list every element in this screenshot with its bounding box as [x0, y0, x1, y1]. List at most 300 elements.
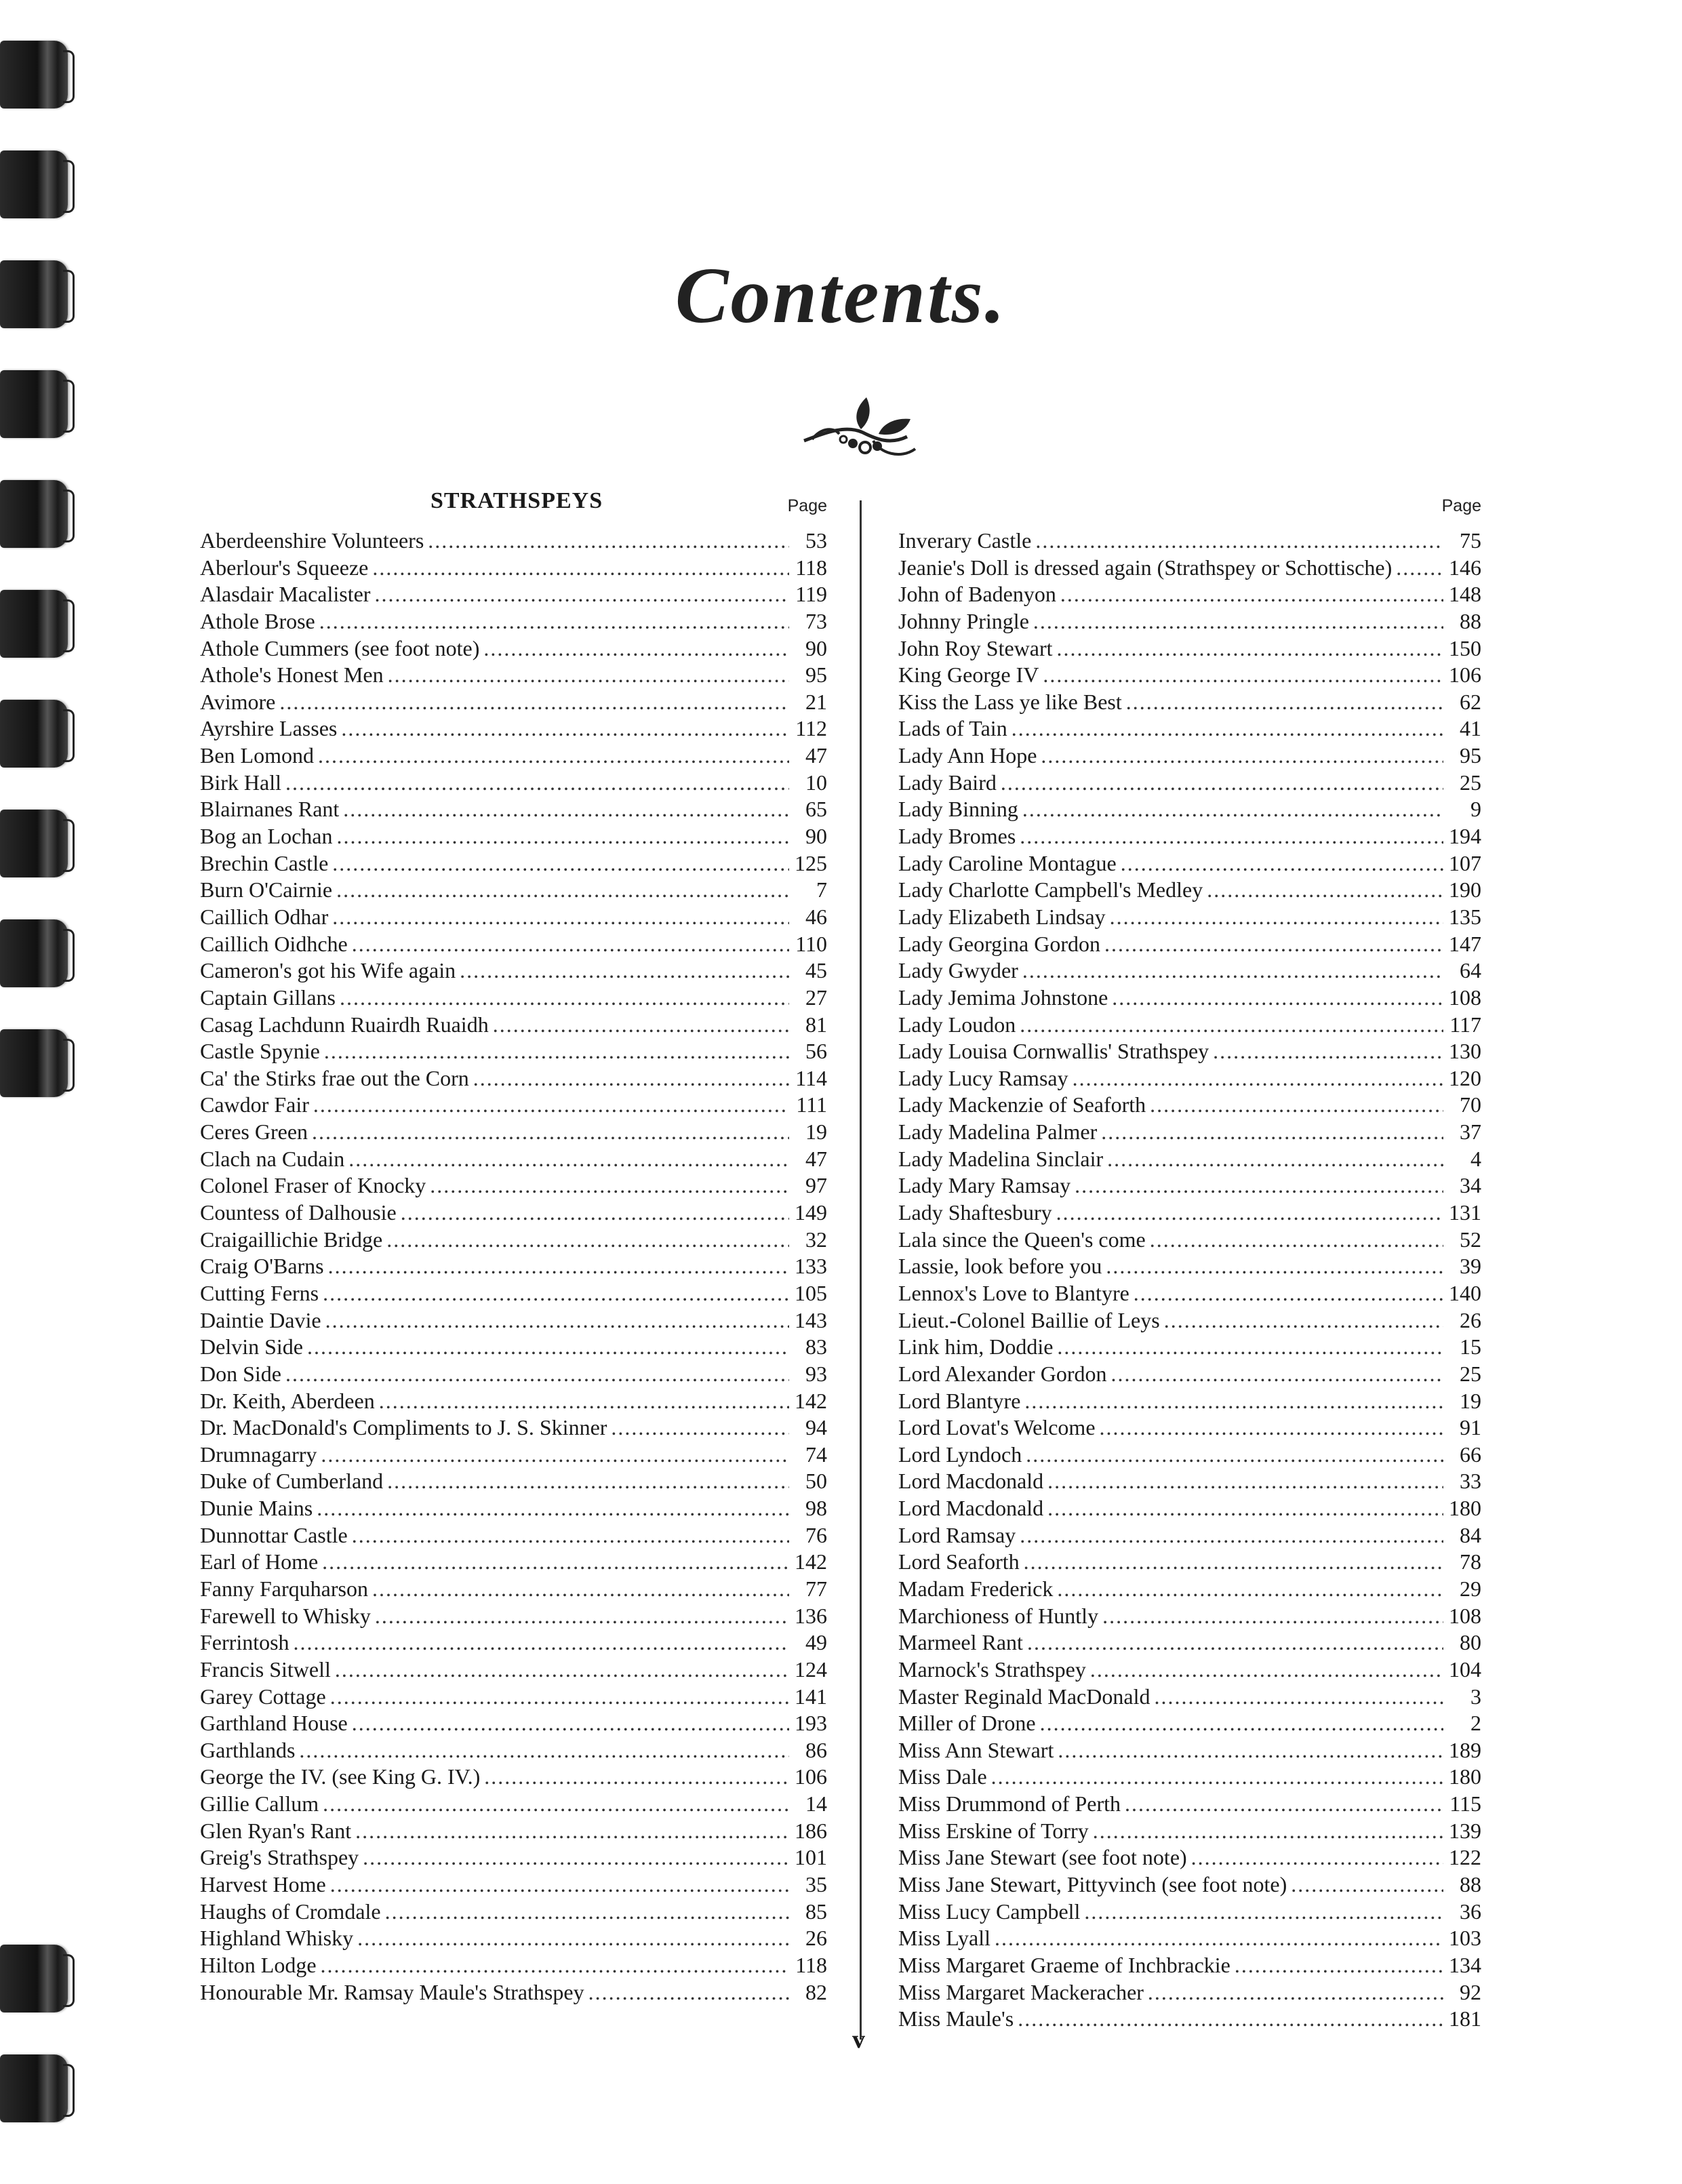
entry-title: Lady Loudon: [898, 1012, 1016, 1037]
entry-page-number: 147: [1449, 931, 1481, 956]
entry-page-number: 133: [795, 1254, 827, 1279]
dot-leader: [1110, 904, 1443, 931]
dot-leader: [372, 1576, 789, 1603]
dot-leader: [1125, 1791, 1443, 1818]
binding-ring-icon: [0, 590, 68, 658]
dot-leader: [1148, 1979, 1443, 2006]
contents-entry: [898, 1388, 1481, 1415]
entry-title: Lady Mackenzie of Seaforth: [898, 1092, 1146, 1117]
contents-entry: [898, 1576, 1481, 1603]
contents-entry: [898, 608, 1481, 635]
entry-page-number: 186: [795, 1818, 827, 1843]
entry-title: Link him, Doddie: [898, 1334, 1054, 1359]
contents-entry: [200, 1952, 827, 1979]
contents-entry: [200, 608, 827, 635]
entry-title: Delvin Side: [200, 1334, 303, 1359]
dot-leader: [1012, 715, 1443, 742]
contents-entry: [200, 689, 827, 716]
binding-ring-icon: [0, 41, 68, 108]
dot-leader: [1150, 1227, 1443, 1254]
entry-page-number: 7: [816, 877, 827, 902]
contents-entry: [898, 1468, 1481, 1495]
dot-leader: [1107, 1146, 1443, 1173]
contents-entry: [200, 823, 827, 850]
entry-page-number: 35: [805, 1872, 827, 1897]
entry-page-number: 33: [1460, 1469, 1481, 1494]
entry-page-number: 117: [1449, 1012, 1481, 1037]
entry-page-number: 78: [1460, 1549, 1481, 1574]
contents-entry: [898, 528, 1481, 555]
entry-page-number: 14: [805, 1791, 827, 1816]
entry-page-number: 88: [1460, 608, 1481, 633]
dot-leader: [1024, 1388, 1443, 1415]
entry-title: Lady Binning: [898, 797, 1018, 822]
dot-leader: [321, 1442, 789, 1469]
entry-title: Lord Blantyre: [898, 1388, 1021, 1413]
contents-entry: [200, 1549, 827, 1576]
contents-entry: [200, 662, 827, 689]
dot-leader: [401, 1199, 789, 1227]
contents-entry: [898, 1710, 1481, 1737]
entry-title: Lady Elizabeth Lindsay: [898, 904, 1106, 929]
entry-title: Lady Jemima Johnstone: [898, 985, 1108, 1010]
right-entries-list: [898, 528, 1481, 2033]
entry-page-number: 45: [805, 958, 827, 983]
contents-entry: [898, 2006, 1481, 2033]
entry-title: Blairnanes Rant: [200, 797, 340, 822]
entry-page-number: 131: [1449, 1200, 1481, 1225]
contents-entry: [200, 904, 827, 931]
entry-title: Ferrintosh: [200, 1630, 289, 1655]
dot-leader: [1213, 1038, 1443, 1065]
entry-title: Lady Charlotte Campbell's Medley: [898, 877, 1203, 902]
contents-entry: [898, 1979, 1481, 2006]
contents-right-column: [898, 487, 1481, 2033]
contents-entry: [200, 1925, 827, 1952]
dot-leader: [1084, 1899, 1443, 1926]
contents-entry: [898, 985, 1481, 1012]
dot-leader: [1191, 1844, 1443, 1871]
dot-leader: [1126, 689, 1443, 716]
dot-leader: [1056, 1199, 1443, 1227]
dot-leader: [341, 715, 789, 742]
contents-entry: [898, 1684, 1481, 1711]
dot-leader: [330, 1871, 789, 1899]
entry-page-number: 130: [1449, 1039, 1481, 1064]
dot-leader: [1104, 931, 1443, 958]
dot-leader: [1047, 1468, 1443, 1495]
dot-leader: [430, 1172, 789, 1199]
dot-leader: [995, 1925, 1443, 1952]
dot-leader: [336, 877, 789, 904]
page-title: Contents.: [675, 251, 1007, 340]
contents-entry: [898, 1764, 1481, 1791]
dot-leader: [1041, 742, 1443, 770]
dot-leader: [1022, 796, 1443, 823]
dot-leader: [352, 931, 789, 958]
contents-entry: [898, 1414, 1481, 1442]
entry-title: Lady Baird: [898, 770, 997, 795]
contents-entry: [898, 1818, 1481, 1845]
contents-entry: [200, 1334, 827, 1361]
entry-page-number: 50: [805, 1469, 827, 1494]
contents-entry: [898, 1065, 1481, 1092]
dot-leader: [1057, 1334, 1443, 1361]
entry-title: Birk Hall: [200, 770, 281, 795]
dot-leader: [330, 1684, 789, 1711]
page-number: v: [852, 2025, 865, 2054]
entry-title: Garthland House: [200, 1711, 348, 1736]
dot-leader: [1150, 1092, 1443, 1119]
entry-page-number: 73: [805, 608, 827, 633]
entry-page-number: 56: [805, 1039, 827, 1064]
dot-leader: [1033, 608, 1443, 635]
entry-title: Jeanie's Doll is dressed again (Strathspey or Schottische): [898, 555, 1393, 580]
contents-entry: [200, 957, 827, 985]
contents-entry: [898, 662, 1481, 689]
entry-title: Lassie, look before you: [898, 1254, 1102, 1279]
entry-title: King George IV: [898, 662, 1039, 688]
dot-leader: [1291, 1871, 1443, 1899]
dot-leader: [374, 581, 789, 608]
entry-title: Drumnagarry: [200, 1442, 317, 1467]
entry-title: Lads of Tain: [898, 716, 1007, 741]
binding-ring-icon: [0, 810, 68, 877]
entry-page-number: 194: [1449, 824, 1481, 849]
entry-page-number: 62: [1460, 689, 1481, 714]
contents-entry: [898, 770, 1481, 797]
entry-title: Lady Louisa Cornwallis' Strathspey: [898, 1039, 1209, 1064]
entry-title: Miss Jane Stewart (see foot note): [898, 1845, 1187, 1870]
dot-leader: [322, 1549, 789, 1576]
contents-entry: [200, 742, 827, 770]
dot-leader: [319, 608, 789, 635]
entry-title: Lady Lucy Ramsay: [898, 1065, 1068, 1090]
entry-title: Master Reginald MacDonald: [898, 1684, 1150, 1709]
entry-title: Miss Dale: [898, 1764, 987, 1789]
entry-title: Marmeel Rant: [898, 1630, 1023, 1655]
contents-entry: [200, 1172, 827, 1199]
contents-entry: [898, 1899, 1481, 1926]
contents-entry: [898, 1227, 1481, 1254]
contents-entry: [200, 931, 827, 958]
binding-ring-icon: [0, 1029, 68, 1097]
dot-leader: [1020, 823, 1443, 850]
entry-title: Ca' the Stirks frae out the Corn: [200, 1065, 469, 1090]
contents-entry: [898, 823, 1481, 850]
entry-page-number: 53: [805, 528, 827, 553]
binding-ring-icon: [0, 700, 68, 768]
contents-entry: [898, 1495, 1481, 1522]
entry-title: Lady Shaftesbury: [898, 1200, 1052, 1225]
entry-title: Aberdeenshire Volunteers: [200, 528, 424, 553]
dot-leader: [321, 1952, 789, 1979]
contents-entry: [898, 1522, 1481, 1549]
entry-title: Earl of Home: [200, 1549, 319, 1574]
entry-title: Miss Lucy Campbell: [898, 1899, 1081, 1924]
entry-page-number: 74: [805, 1442, 827, 1467]
entry-page-number: 26: [805, 1926, 827, 1951]
entry-page-number: 41: [1460, 716, 1481, 741]
entry-title: Miss Margaret Mackeracher: [898, 1979, 1144, 2004]
contents-entry: [898, 1038, 1481, 1065]
entry-title: Greig's Strathspey: [200, 1845, 359, 1870]
entry-title: Kiss the Lass ye like Best: [898, 689, 1122, 714]
contents-entry: [898, 1253, 1481, 1280]
contents-entry: [898, 1334, 1481, 1361]
dot-leader: [388, 662, 789, 689]
entry-page-number: 66: [1460, 1442, 1481, 1467]
entry-page-number: 143: [795, 1307, 827, 1332]
entry-page-number: 91: [1460, 1415, 1481, 1440]
entry-page-number: 49: [805, 1630, 827, 1655]
dot-leader: [473, 1065, 789, 1092]
entry-page-number: 94: [805, 1415, 827, 1440]
dot-leader: [357, 1925, 789, 1952]
dot-leader: [1035, 528, 1443, 555]
contents-entry: [898, 635, 1481, 662]
entry-page-number: 106: [795, 1764, 827, 1789]
entry-page-number: 193: [795, 1711, 827, 1736]
entry-page-number: 150: [1449, 635, 1481, 660]
dot-leader: [1057, 1576, 1443, 1603]
entry-title: Alasdair Macalister: [200, 582, 371, 607]
contents-entry: [898, 1603, 1481, 1630]
binding-ring-icon: [0, 151, 68, 218]
contents-entry: [898, 689, 1481, 716]
contents-entry: [200, 770, 827, 797]
entry-page-number: 19: [805, 1119, 827, 1145]
contents-entry: [200, 1791, 827, 1818]
entry-title: Dunie Mains: [200, 1496, 313, 1521]
contents-entry: [200, 1979, 827, 2006]
dot-leader: [1106, 1253, 1443, 1280]
entry-title: Marnock's Strathspey: [898, 1656, 1086, 1682]
entry-title: Aberlour's Squeeze: [200, 555, 369, 580]
entry-page-number: 80: [1460, 1630, 1481, 1655]
dot-leader: [483, 635, 789, 662]
contents-entry: [898, 1146, 1481, 1173]
column-divider: [860, 500, 862, 2040]
contents-entry: [200, 1280, 827, 1307]
entry-title: Garey Cottage: [200, 1684, 326, 1709]
entry-title: Miss Drummond of Perth: [898, 1791, 1121, 1816]
entry-page-number: 92: [1460, 1979, 1481, 2004]
dot-leader: [1112, 985, 1443, 1012]
entry-title: Miss Ann Stewart: [898, 1737, 1054, 1762]
left-column-header: [200, 487, 827, 528]
entry-page-number: 3: [1470, 1684, 1481, 1709]
entry-page-number: 136: [795, 1603, 827, 1628]
dot-leader: [493, 1012, 789, 1039]
dot-leader: [285, 770, 789, 797]
dot-leader: [1396, 555, 1443, 582]
entry-page-number: 101: [795, 1845, 827, 1870]
contents-entry: [898, 1656, 1481, 1684]
contents-entry: [200, 1844, 827, 1871]
entry-page-number: 76: [805, 1522, 827, 1547]
entry-title: Craig O'Barns: [200, 1254, 324, 1279]
entry-page-number: 108: [1449, 985, 1481, 1010]
entry-page-number: 124: [795, 1656, 827, 1682]
dot-leader: [285, 1361, 789, 1388]
contents-entry: [200, 1065, 827, 1092]
entry-title: Glen Ryan's Rant: [200, 1818, 352, 1843]
entry-title: Casag Lachdunn Ruairdh Ruaidh: [200, 1012, 489, 1037]
entry-title: Farewell to Whisky: [200, 1603, 371, 1628]
entry-title: Garthlands: [200, 1737, 296, 1762]
entry-title: Miss Lyall: [898, 1926, 991, 1951]
contents-entry: [200, 581, 827, 608]
dot-leader: [1134, 1280, 1443, 1307]
dot-leader: [372, 555, 789, 582]
entry-page-number: 26: [1460, 1307, 1481, 1332]
dot-leader: [325, 1307, 789, 1334]
entry-page-number: 77: [805, 1576, 827, 1601]
entry-title: Inverary Castle: [898, 528, 1032, 553]
dot-leader: [355, 1818, 789, 1845]
contents-entry: [898, 715, 1481, 742]
dot-leader: [307, 1334, 789, 1361]
entry-title: Ben Lomond: [200, 743, 314, 768]
entry-title: Duke of Cumberland: [200, 1469, 384, 1494]
dot-leader: [484, 1764, 789, 1791]
contents-entry: [898, 1092, 1481, 1119]
entry-page-number: 180: [1449, 1764, 1481, 1789]
dot-leader: [328, 1253, 789, 1280]
entry-page-number: 106: [1449, 662, 1481, 688]
binding-ring-icon: [0, 919, 68, 987]
dot-leader: [1121, 850, 1443, 877]
entry-page-number: 122: [1449, 1845, 1481, 1870]
entry-title: Miss Erskine of Torry: [898, 1818, 1089, 1843]
entry-page-number: 83: [805, 1334, 827, 1359]
entry-title: Francis Sitwell: [200, 1656, 331, 1682]
dot-leader: [363, 1844, 789, 1871]
entry-title: Lady Caroline Montague: [898, 850, 1117, 875]
contents-entry: [200, 1576, 827, 1603]
entry-page-number: 85: [805, 1899, 827, 1924]
contents-entry: [898, 555, 1481, 582]
dot-leader: [318, 742, 789, 770]
contents-entry: [200, 985, 827, 1012]
dot-leader: [428, 528, 789, 555]
entry-page-number: 105: [795, 1280, 827, 1305]
dot-leader: [335, 1656, 789, 1684]
contents-entry: [200, 1012, 827, 1039]
entry-page-number: 118: [795, 1952, 827, 1977]
entry-page-number: 15: [1460, 1334, 1481, 1359]
dot-leader: [611, 1414, 789, 1442]
entry-title: Craigaillichie Bridge: [200, 1227, 383, 1252]
entry-title: Dr. Keith, Aberdeen: [200, 1388, 375, 1413]
contents-entry: [898, 931, 1481, 958]
dot-leader: [1060, 581, 1443, 608]
dot-leader: [460, 957, 789, 985]
entry-title: Haughs of Cromdale: [200, 1899, 381, 1924]
entry-title: Cameron's got his Wife again: [200, 958, 456, 983]
entry-page-number: 142: [795, 1388, 827, 1413]
dot-leader: [1093, 1818, 1443, 1845]
dot-leader: [1043, 662, 1443, 689]
entry-title: Lady Bromes: [898, 824, 1016, 849]
entry-page-number: 84: [1460, 1522, 1481, 1547]
entry-page-number: 97: [805, 1173, 827, 1198]
contents-entry: [200, 1656, 827, 1684]
dot-leader: [323, 1791, 789, 1818]
contents-entry: [898, 850, 1481, 877]
entry-title: Bog an Lochan: [200, 824, 333, 849]
entry-page-number: 52: [1460, 1227, 1481, 1252]
contents-entry: [898, 1791, 1481, 1818]
entry-page-number: 139: [1449, 1818, 1481, 1843]
entry-title: Caillich Odhar: [200, 904, 329, 929]
dot-leader: [385, 1899, 789, 1926]
entry-title: Don Side: [200, 1361, 281, 1386]
entry-page-number: 81: [805, 1012, 827, 1037]
entry-page-number: 46: [805, 904, 827, 929]
contents-entry: [200, 1442, 827, 1469]
contents-entry: [200, 1684, 827, 1711]
entry-page-number: 148: [1449, 582, 1481, 607]
entry-page-number: 95: [1460, 743, 1481, 768]
entry-page-number: 118: [795, 555, 827, 580]
contents-entry: [200, 1468, 827, 1495]
contents-entry: [200, 1227, 827, 1254]
dot-leader: [1110, 1361, 1443, 1388]
entry-title: Cawdor Fair: [200, 1092, 309, 1117]
contents-entry: [898, 1199, 1481, 1227]
contents-entry: [898, 1361, 1481, 1388]
dot-leader: [588, 1979, 789, 2006]
entry-page-number: 47: [805, 743, 827, 768]
dot-leader: [1100, 1414, 1443, 1442]
dot-leader: [379, 1388, 789, 1415]
contents-entry: [898, 1629, 1481, 1656]
entry-page-number: 111: [796, 1092, 827, 1117]
contents-entry: [898, 1442, 1481, 1469]
entry-page-number: 25: [1460, 770, 1481, 795]
entry-page-number: 107: [1449, 850, 1481, 875]
dot-leader: [1024, 1549, 1443, 1576]
contents-entry: [898, 877, 1481, 904]
dot-leader: [1235, 1952, 1443, 1979]
entry-page-number: 86: [805, 1737, 827, 1762]
entry-page-number: 88: [1460, 1872, 1481, 1897]
entry-title: Colonel Fraser of Knocky: [200, 1173, 426, 1198]
dot-leader: [1027, 1629, 1443, 1656]
contents-entry: [898, 1012, 1481, 1039]
entry-title: Lady Madelina Sinclair: [898, 1146, 1104, 1171]
dot-leader: [1102, 1603, 1443, 1630]
entry-title: John Roy Stewart: [898, 635, 1053, 660]
entry-title: Lady Madelina Palmer: [898, 1119, 1098, 1145]
contents-entry: [200, 796, 827, 823]
contents-entry: [200, 1361, 827, 1388]
entry-page-number: 25: [1460, 1361, 1481, 1386]
entry-title: Harvest Home: [200, 1872, 326, 1897]
entry-page-number: 75: [1460, 528, 1481, 553]
dot-leader: [313, 1092, 789, 1119]
entry-title: Lady Mary Ramsay: [898, 1173, 1071, 1198]
entry-page-number: 135: [1449, 904, 1481, 929]
entry-title: Miss Maule's: [898, 2006, 1014, 2031]
dot-leader: [352, 1710, 789, 1737]
dot-leader: [317, 1495, 789, 1522]
entry-page-number: 32: [805, 1227, 827, 1252]
entry-page-number: 180: [1449, 1496, 1481, 1521]
entry-page-number: 149: [795, 1200, 827, 1225]
